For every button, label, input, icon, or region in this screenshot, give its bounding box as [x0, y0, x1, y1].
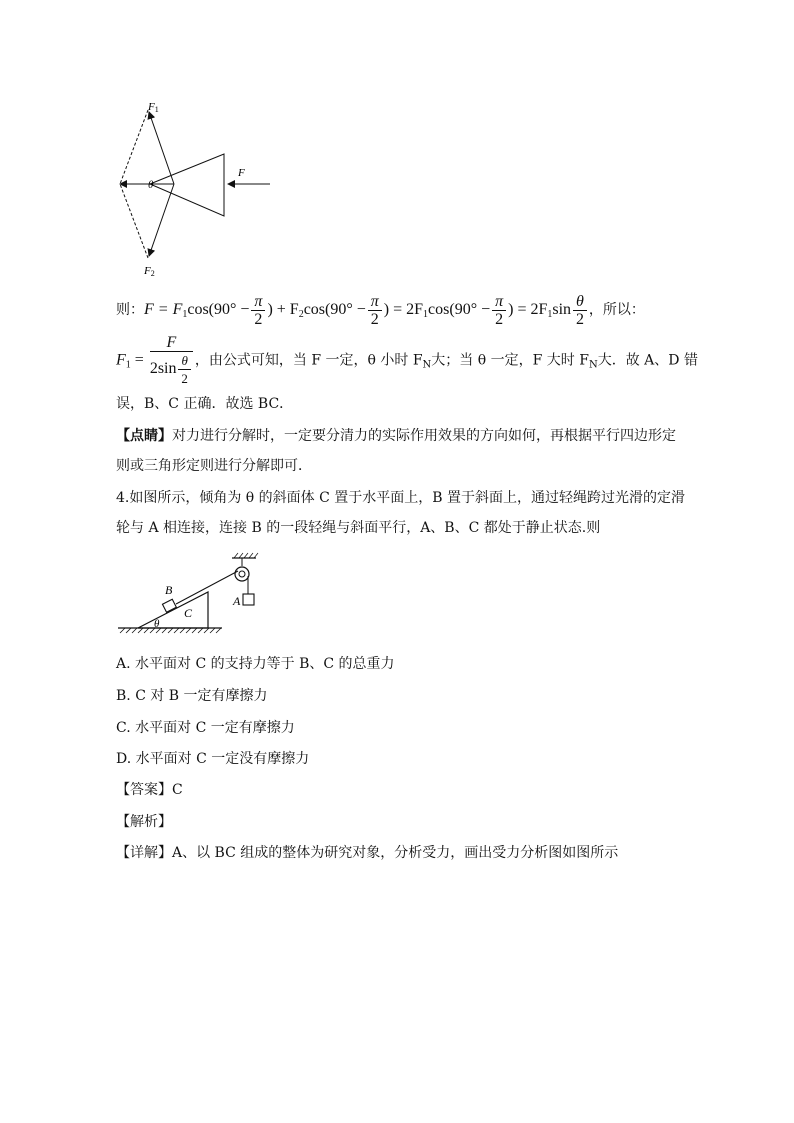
block-b	[162, 599, 176, 612]
force-decomposition-diagram	[110, 98, 280, 280]
frac-pi-over-2-c: $\frac{\pi}{2}$	[492, 293, 506, 328]
rope-incline	[176, 571, 238, 604]
ground-hatching	[120, 628, 221, 633]
question4-line-2: 轮与 A 相连接，连接 B 的一段轻绳与斜面平行，A、B、C 都处于静止状态.则	[116, 520, 601, 536]
force-f1-arrow	[149, 112, 174, 184]
dianjing-line-1: 【点睛】对力进行分解时，一定要分清力的实际作用效果的方向如何，再根据平行四边形定	[116, 428, 676, 444]
equation-line: 则：$F = F_1\cos(90^\circ$ − $\frac{\pi}{2}$ ) + $F_2\cos(90^\circ$ − $\frac{\pi}{2}$ ) = $2F_1\cos(90^\circ$ − $\frac{\pi}{2}$ ) = $2F_1\sin$ $\frac{\theta}{2}$ ，所以：	[116, 292, 645, 328]
label-b: B	[165, 583, 173, 597]
dianjing-line-2: 则或三角形定则进行分解即可．	[116, 458, 312, 474]
formula-line: $F_1$ = F 2sin $\frac{\theta}{2}$ ，由公式可知，当 F 一定，θ 小时 $F_N$大；当 θ 一定，F 大时 $F_N$大．故 A、D 错	[116, 334, 698, 386]
frac-pi-over-2-b: $\frac{\pi}{2}$	[368, 293, 382, 328]
label-theta: θ	[148, 179, 154, 191]
incline-c	[138, 592, 208, 628]
label-a: A	[233, 594, 241, 608]
label-f1: F1	[148, 101, 159, 114]
equation-prefix: 则：	[116, 302, 144, 318]
label-f: F	[238, 167, 245, 179]
option-a: A. 水平面对 C 的支持力等于 B、C 的总重力	[116, 656, 395, 672]
eq-part-1: F = F	[144, 301, 183, 318]
option-d: D. 水平面对 C 一定没有摩擦力	[116, 751, 310, 767]
frac-theta-over-2: $\frac{\theta}{2}$	[573, 293, 587, 328]
conclusion-line: 误，B、C 正确．故选 BC．	[116, 396, 294, 412]
wedge	[150, 154, 224, 216]
frac-f-over-2sin: F 2sin $\frac{\theta}{2}$	[150, 334, 193, 387]
option-c: C. 水平面对 C 一定有摩擦力	[116, 720, 295, 736]
analysis-line: 【解析】	[116, 814, 172, 830]
answer-line: 【答案】C	[116, 782, 183, 798]
dianjing-tag: 【点睛】	[116, 428, 172, 444]
option-b: B. C 对 B 一定有摩擦力	[116, 688, 268, 704]
pulley-inner	[239, 571, 245, 577]
force-f2-arrow	[149, 184, 174, 256]
dashed-line-top	[120, 110, 148, 184]
block-a	[243, 594, 254, 605]
label-c: C	[184, 606, 193, 620]
pulley-outer	[235, 567, 249, 581]
ceiling-hatching	[234, 553, 258, 558]
detail-line: 【详解】A、以 BC 组成的整体为研究对象，分析受力，画出受力分析图如图所示	[116, 845, 619, 861]
label-f2: F2	[144, 265, 155, 278]
incline-pulley-diagram	[116, 552, 266, 636]
label-theta-2: θ	[154, 618, 160, 630]
question4-line-1: 4.如图所示，倾角为 θ 的斜面体 C 置于水平面上，B 置于斜面上，通过轻绳跨过光滑的定滑	[116, 490, 686, 506]
frac-pi-over-2-a: $\frac{\pi}{2}$	[251, 293, 265, 328]
dashed-line-bottom	[120, 184, 148, 258]
